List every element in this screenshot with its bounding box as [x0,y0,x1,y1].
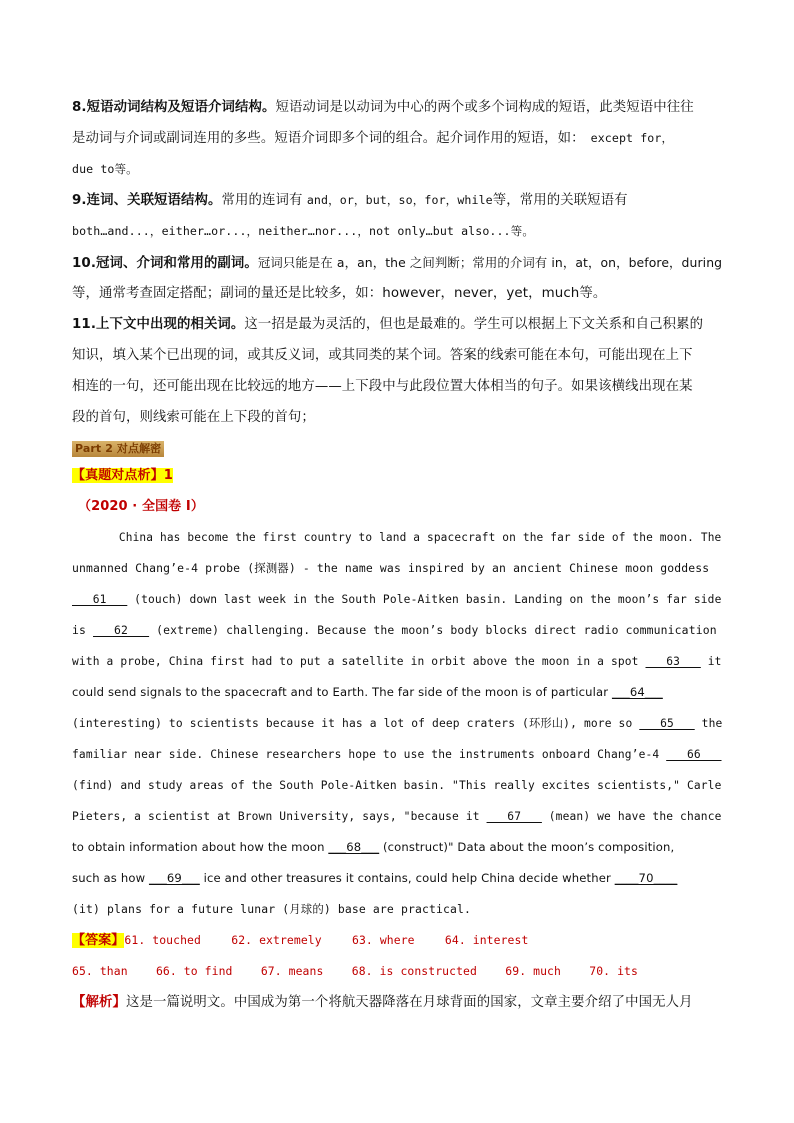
section-9-conjunctions: and，or，but，so，for，while [306,193,493,207]
passage-text: (find) and study areas of the South Pole-Aitken basin. "This really excites scientists," Carle [72,778,722,792]
passage-text: unmanned Chang’e-4 probe (探测器) - the name was inspired by an ancient Chinese moon goddess [72,561,710,575]
part-label: Part 2 对点解密 [72,441,164,457]
answer-62: 62. extremely [231,933,322,947]
section-8-text: 短语动词是以动词为中心的两个或多个词构成的短语，此类短语中往往 [275,100,694,115]
passage-text: to obtain information about how the moon [72,840,329,854]
passage-line-2 [72,553,722,584]
passage-text: is [72,623,94,637]
section-8-title: 8.短语动词结构及短语介词结构。 [72,100,276,115]
answer-63: 63. where [352,933,415,947]
answer-70: 70. its [589,964,638,978]
passage-text: it [700,654,722,668]
section-9-text: 常用的连词有 [221,193,303,208]
blank-63[interactable]: ___63___ [645,654,701,668]
blank-67[interactable]: ___67___ [486,809,542,823]
section-11-line-1 [72,309,722,340]
passage-line-1 [72,522,722,553]
section-8-text-2: 是动词与介词或副词连用的多些。短语介词即多个词的组合。起介词作用的短语，如： [72,131,585,146]
section-11-line-3 [72,371,722,402]
blank-70[interactable]: ____70____ [614,871,678,885]
passage-text: familiar near side. Chinese researchers hope to use the instruments onboard Chang’e-4 [72,747,667,761]
passage-text: could send signals to the spacecraft and to Earth. The far side of the moon is of particular [72,685,613,699]
section-10-line-1 [72,247,722,278]
passage-line-13 [72,894,722,925]
blank-68[interactable]: ___68___ [328,840,380,854]
passage-text: Pieters, a scientist at Brown University, says, "because it [72,809,487,823]
passage-text: China has become the first country to land a spacecraft on the far side of the moon. The [118,530,722,544]
section-10-text: 冠词只能是在 a，an，the 之间判断；常用的介词有 in，at，on，before，during [257,255,723,270]
section-9-correlatives: both…and...，either…or...，neither…nor...，not only…but also...等。 [72,224,535,238]
passage-line-11 [72,832,722,863]
analysis-text: 这是一篇说明文。中国成为第一个将航天器降落在月球背面的国家，文章主要介绍了中国无人月 [125,995,693,1010]
part-label-line [72,433,722,460]
section-8-line-3 [72,154,722,185]
passage-text: (mean) we have the chance [541,809,722,823]
answer-65: 65. than [72,964,128,978]
passage-text: with a probe, China first had to put a satellite in orbit above the moon in a spot [72,654,646,668]
section-9-title: 9.连词、关联短语结构。 [72,193,222,208]
answers-line-2 [72,956,722,987]
blank-69[interactable]: ___69___ [149,871,200,885]
section-9-text-2: 等，常用的关联短语有 [492,193,628,208]
blank-66[interactable]: ___66___ [666,747,722,761]
passage-line-5 [72,646,722,677]
section-8-line-1 [72,92,722,123]
passage-line-8 [72,739,722,770]
answer-61: 61. touched [124,933,201,947]
passage-text: such as how [72,871,150,885]
answer-tag: 【答案】 [72,933,125,948]
real-title-line [72,460,722,491]
passage-text: (extreme) challenging. Because the moon’s body blocks direct radio communication [149,623,717,637]
answer-67: 67. means [260,964,324,978]
blank-65[interactable]: ___65___ [639,716,695,730]
passage-line-9 [72,770,722,801]
blank-64[interactable]: ___64___ [612,685,663,699]
source-label: （2020 · 全国卷 I） [78,499,204,514]
answers-line-1 [72,925,722,956]
section-10-text-2: 等，通常考查固定搭配；副词的量还是比较多，如：however，never，yet，much等。 [72,286,607,301]
passage-line-7 [72,708,723,739]
real-question-title: 【真题对点析】1 [72,468,173,483]
source-line [72,491,722,522]
blank-62[interactable]: ___62___ [93,623,150,637]
section-11-text: 这一招是最为灵活的，但也是最难的。学生可以根据上下文关系和自己积累的 [244,317,704,332]
passage-line-4 [72,615,722,646]
answer-69: 69. much [505,964,561,978]
section-11-text-4: 段的首句，则线索可能在上下段的首句； [72,410,315,425]
passage-text: the [694,716,723,730]
passage-text: (interesting) to scientists because it has a lot of deep craters (环形山), more so [72,716,640,730]
section-11-line-4 [72,402,722,433]
section-11-title: 11.上下文中出现的相关词。 [72,317,245,332]
passage-line-3 [72,584,722,615]
passage-text: ice and other treasures it contains, could help China decide whether [199,871,615,885]
section-9-line-2 [72,216,722,247]
passage-line-12 [72,863,722,894]
answer-66: 66. to find [155,964,233,978]
answer-64: 64. interest [444,933,529,947]
section-11-text-2: 知识，填入某个已出现的词，或其反义词，或其同类的某个词。答案的线索可能在本句，可能出现在上下 [72,348,693,363]
analysis-line [72,987,722,1018]
passage-line-10 [72,801,722,832]
answer-68: 68. is constructed [351,964,477,978]
blank-61[interactable]: ___61___ [72,592,128,606]
section-10-title: 10.冠词、介词和常用的副词。 [72,256,258,271]
passage-line-6 [72,677,722,708]
section-8-line-2 [72,123,722,154]
section-8-example: except for， [590,131,674,145]
passage-text: (touch) down last week in the South Pole-Aitken basin. Landing on the moon’s far side [127,592,722,606]
section-9-line-1 [72,185,722,216]
section-10-line-2 [72,278,722,309]
passage-text: (construct)" Data about the moon’s composition, [379,840,675,854]
analysis-tag: 【解析】 [72,995,126,1010]
passage-text: (it) plans for a future lunar (月球的) base are practical. [72,902,472,916]
section-8-example-2: due to等。 [72,162,138,176]
section-11-text-3: 相连的一句，还可能出现在比较远的地方——上下段中与此段位置大体相当的句子。如果该横线出现在某 [72,379,693,394]
document-page [72,92,722,1018]
section-11-line-2 [72,340,722,371]
